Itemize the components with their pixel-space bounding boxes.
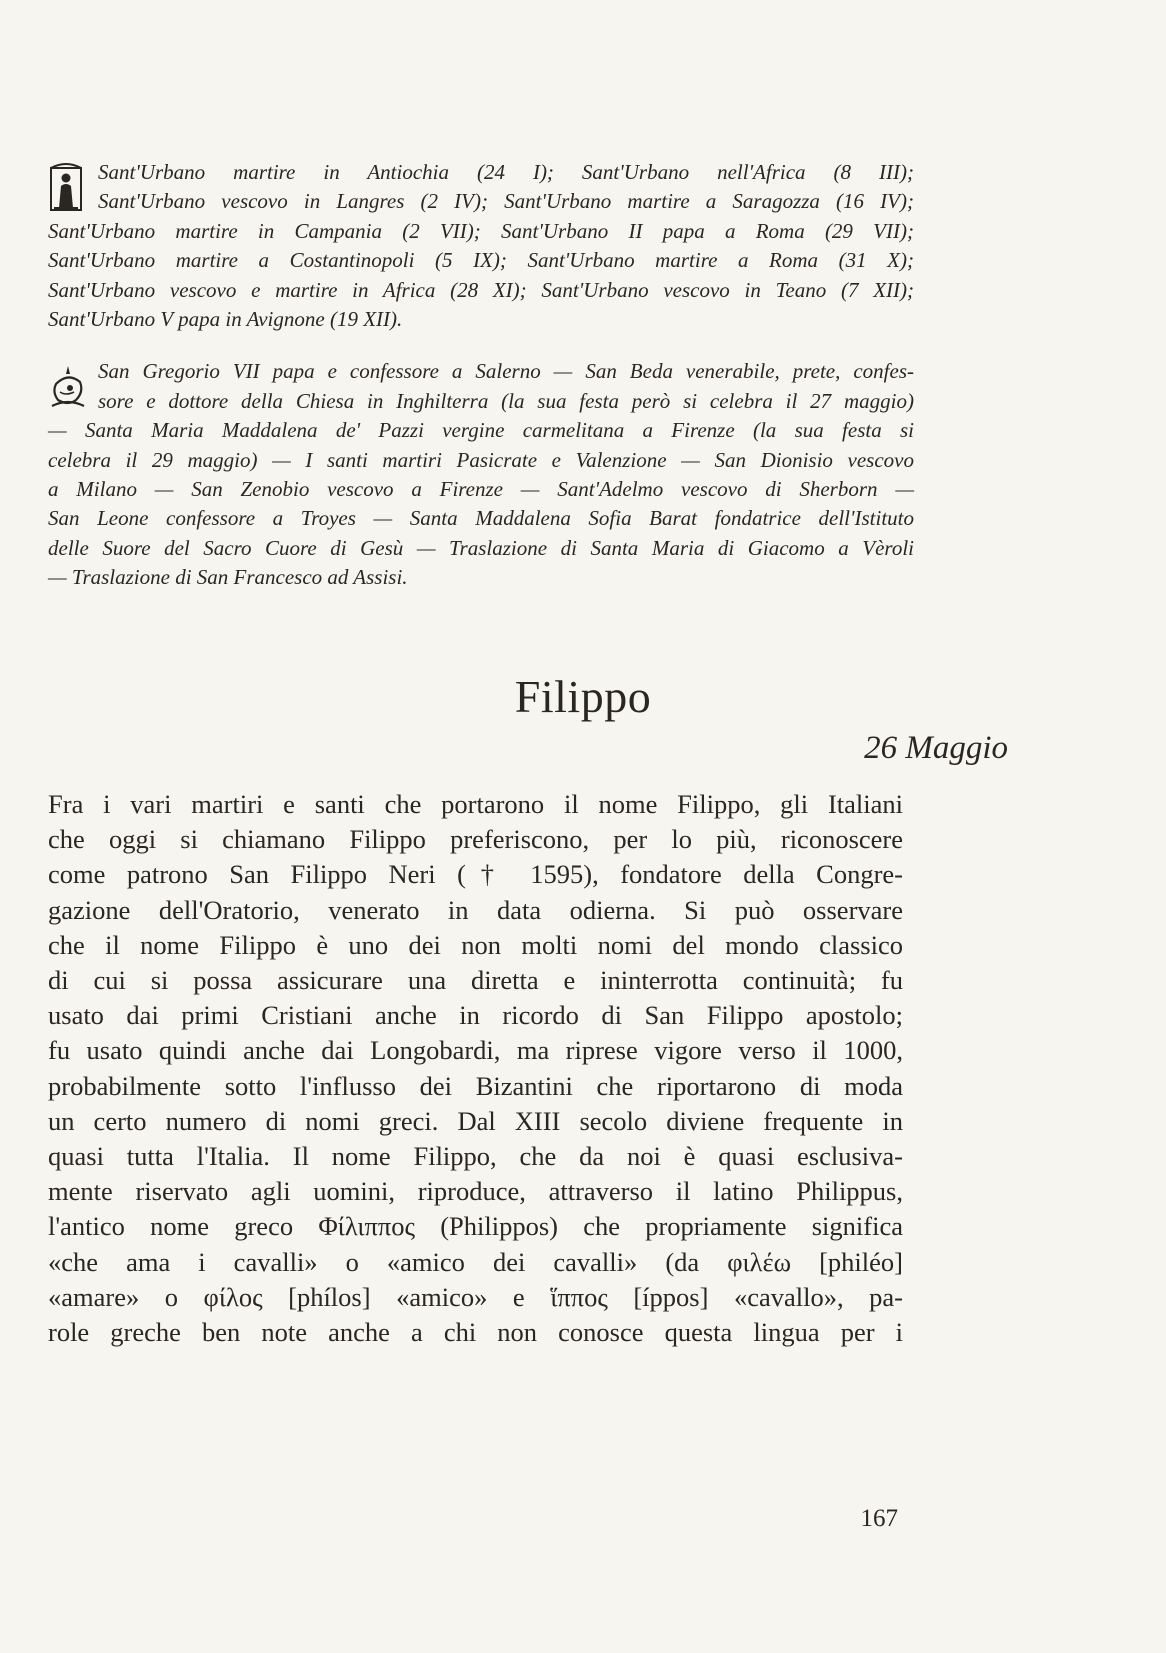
list-line: San Leone confessore a Troyes — Santa Maddalena Sofia Barat fondatrice dell'Istituto: [48, 506, 914, 531]
paragraph-line: Fra i vari martiri e santi che portarono il nome Filippo, gli Italiani: [48, 789, 903, 819]
paragraph-line: probabilmente sotto l'influsso dei Bizantini che riportarono di moda: [48, 1070, 903, 1101]
paragraph-line: l'antico nome greco Φίλιππος (Philippos) che propriamente significa: [48, 1211, 903, 1242]
paragraph-line: un certo numero di nomi greci. Dal XIII secolo diviene frequente in: [48, 1105, 903, 1136]
paragraph-line: che il nome Filippo è uno dei non molti nomi del mondo classico: [48, 929, 903, 960]
entry-date: 26 Maggio: [864, 730, 1008, 766]
saints-list: [48, 158, 914, 593]
list-line: sore e dottore della Chiesa in Inghilterra (la sua festa però si celebra il 27 maggio): [98, 388, 914, 413]
paragraph-line: fu usato quindi anche dai Longobardi, ma riprese vigore verso il 1000,: [48, 1035, 903, 1066]
paragraph-line: come patrono San Filippo Neri († 1595), fondatore della Congre-: [48, 859, 903, 890]
list-line: Sant'Urbano martire in Antiochia (24 I); Sant'Urbano nell'Africa (8 III);: [98, 160, 914, 184]
entry-title: Filippo: [514, 671, 652, 722]
paragraph-line: usato dai primi Cristiani anche in ricordo di San Filippo apostolo;: [48, 1000, 903, 1031]
list-line: Sant'Urbano martire in Campania (2 VII); Sant'Urbano II papa a Roma (29 VII);: [48, 218, 914, 243]
paragraph-line: quasi tutta l'Italia. Il nome Filippo, che da noi è quasi esclusiva-: [48, 1141, 903, 1172]
paragraph-line: role greche ben note anche a chi non conosce questa lingua per i: [48, 1317, 903, 1348]
paragraph-line: di cui si possa assicurare una diretta e ininterrotta continuità; fu: [48, 965, 903, 996]
list-line: — Traslazione di San Francesco ad Assisi.: [48, 565, 408, 590]
paragraph-line: gazione dell'Oratorio, venerato in data odierna. Si può osservare: [48, 894, 903, 925]
page-number: 167: [860, 1505, 898, 1532]
list-line: Sant'Urbano vescovo in Langres (2 IV); Sant'Urbano martire a Saragozza (16 IV);: [98, 189, 914, 214]
list-line: San Gregorio VII papa e confessore a Salerno — San Beda venerabile, prete, confes-: [98, 359, 914, 384]
paragraph-line: mente riservato agli uomini, riproduce, attraverso il latino Philippus,: [48, 1176, 903, 1207]
list-line: a Milano — San Zenobio vescovo a Firenze — Sant'Adelmo vescovo di Sherborn —: [48, 477, 914, 502]
list-line: celebra il 29 maggio) — I santi martiri Pasicrate e Valenzione — San Dionisio vescovo: [48, 447, 914, 472]
paragraph-line: «che ama i cavalli» o «amico dei cavalli» (da φιλέω [philéo]: [48, 1246, 903, 1277]
list-line: Sant'Urbano martire a Costantinopoli (5 IX); Sant'Urbano martire a Roma (31 X);: [48, 248, 914, 273]
list-line: delle Suore del Sacro Cuore di Gesù — Traslazione di Santa Maria di Giacomo a Vèroli: [48, 535, 914, 560]
list-line: Sant'Urbano V papa in Avignone (19 XII).: [48, 307, 403, 332]
entry-paragraph: [48, 787, 903, 1350]
list-line: — Santa Maria Maddalena de' Pazzi vergine carmelitana a Firenze (la sua festa si: [48, 418, 914, 443]
list-line: Sant'Urbano vescovo e martire in Africa (28 XI); Sant'Urbano vescovo in Teano (7 XII);: [48, 277, 914, 302]
paragraph-line: che oggi si chiamano Filippo preferiscono, per lo più, riconoscere: [48, 824, 903, 855]
paragraph-line: «amare» o φίλος [phílos] «amico» e ἵππος [íppos] «cavallo», pa-: [48, 1281, 903, 1312]
